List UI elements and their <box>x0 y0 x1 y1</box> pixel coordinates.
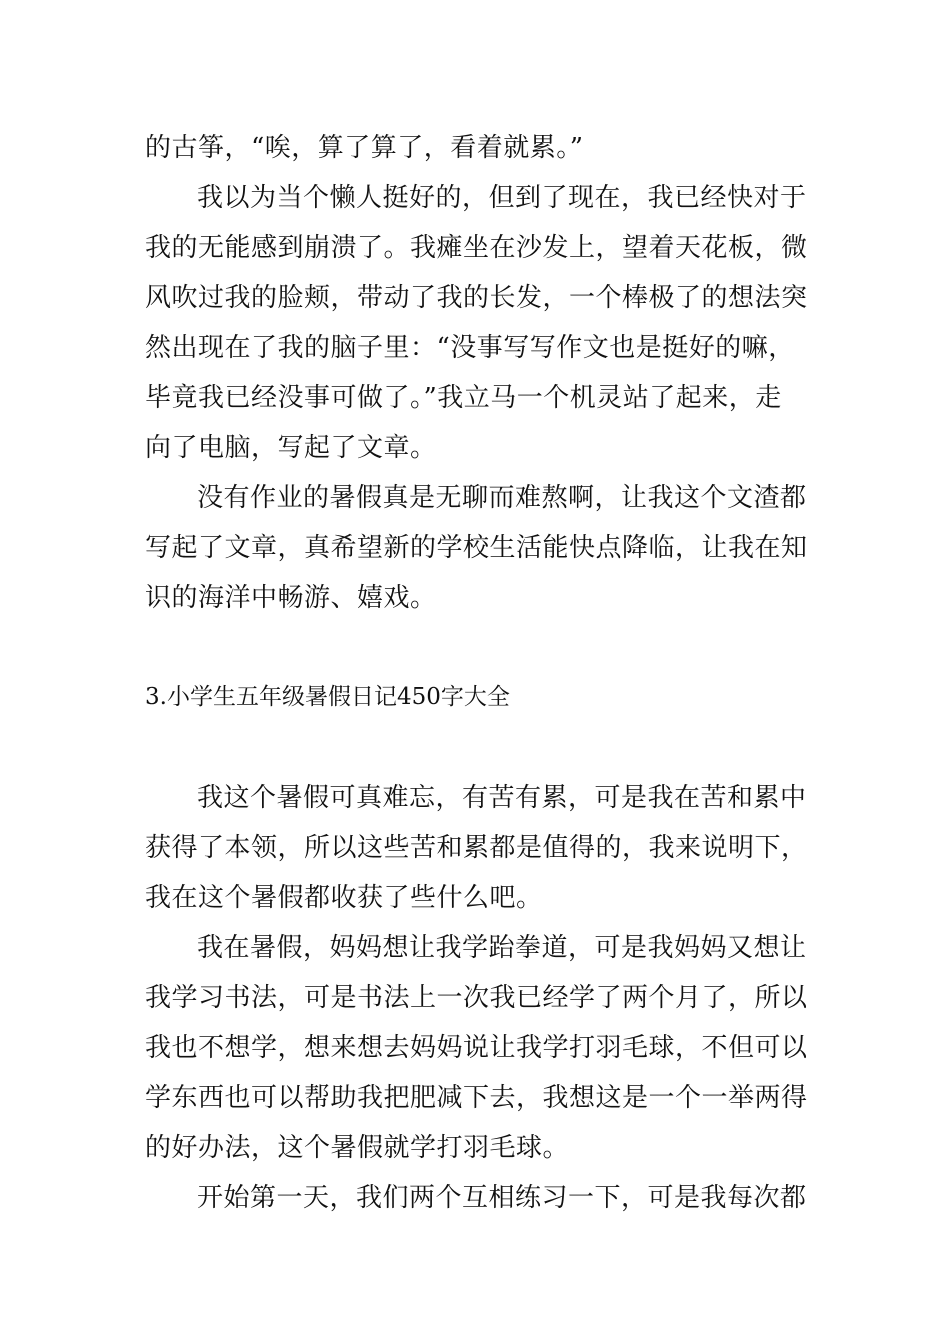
paragraph-5-line-4: 学东西也可以帮助我把肥减下去，我想这是一个一举两得 <box>145 1083 808 1113</box>
paragraph-3-line-1: 没有作业的暑假真是无聊而难熬啊，让我这个文渣都 <box>197 483 807 513</box>
paragraph-2-line-1: 我以为当个懒人挺好的，但到了现在，我已经快对于 <box>197 183 807 213</box>
paragraph-4-line-1: 我这个暑假可真难忘，有苦有累，可是我在苦和累中 <box>197 783 807 813</box>
paragraph-5-line-5: 的好办法，这个暑假就学打羽毛球。 <box>145 1133 570 1163</box>
paragraph-2-line-4: 然出现在了我的脑子里：“没事写写作文也是挺好的嘛， <box>145 333 795 363</box>
paragraph-5-line-1: 我在暑假，妈妈想让我学跆拳道，可是我妈妈又想让 <box>197 933 807 963</box>
paragraph-3-line-3: 识的海洋中畅游、嬉戏。 <box>145 583 437 613</box>
paragraph-4-line-3: 我在这个暑假都收获了些什么吧。 <box>145 883 543 913</box>
paragraph-2-line-2: 我的无能感到崩溃了。我瘫坐在沙发上，望着天花板，微 <box>145 233 808 263</box>
paragraph-2-line-6: 向了电脑，写起了文章。 <box>145 433 437 463</box>
paragraph-4-line-2: 获得了本领，所以这些苦和累都是值得的，我来说明下， <box>145 833 808 863</box>
paragraph-2-line-3: 风吹过我的脸颊，带动了我的长发，一个棒极了的想法突 <box>145 283 808 313</box>
paragraph-5-line-2: 我学习书法，可是书法上一次我已经学了两个月了，所以 <box>145 983 808 1013</box>
paragraph-6-line-1: 开始第一天，我们两个互相练习一下，可是我每次都 <box>197 1183 807 1213</box>
section-heading: 3.小学生五年级暑假日记450字大全 <box>145 684 510 710</box>
paragraph-3-line-2: 写起了文章，真希望新的学校生活能快点降临，让我在知 <box>145 533 808 563</box>
paragraph-5-line-3: 我也不想学，想来想去妈妈说让我学打羽毛球，不但可以 <box>145 1033 808 1063</box>
paragraph-2-line-5: 毕竟我已经没事可做了。”我立马一个机灵站了起来，走 <box>145 383 782 413</box>
paragraph-1-line-1: 的古筝，“唉，算了算了，看着就累。” <box>145 133 584 163</box>
